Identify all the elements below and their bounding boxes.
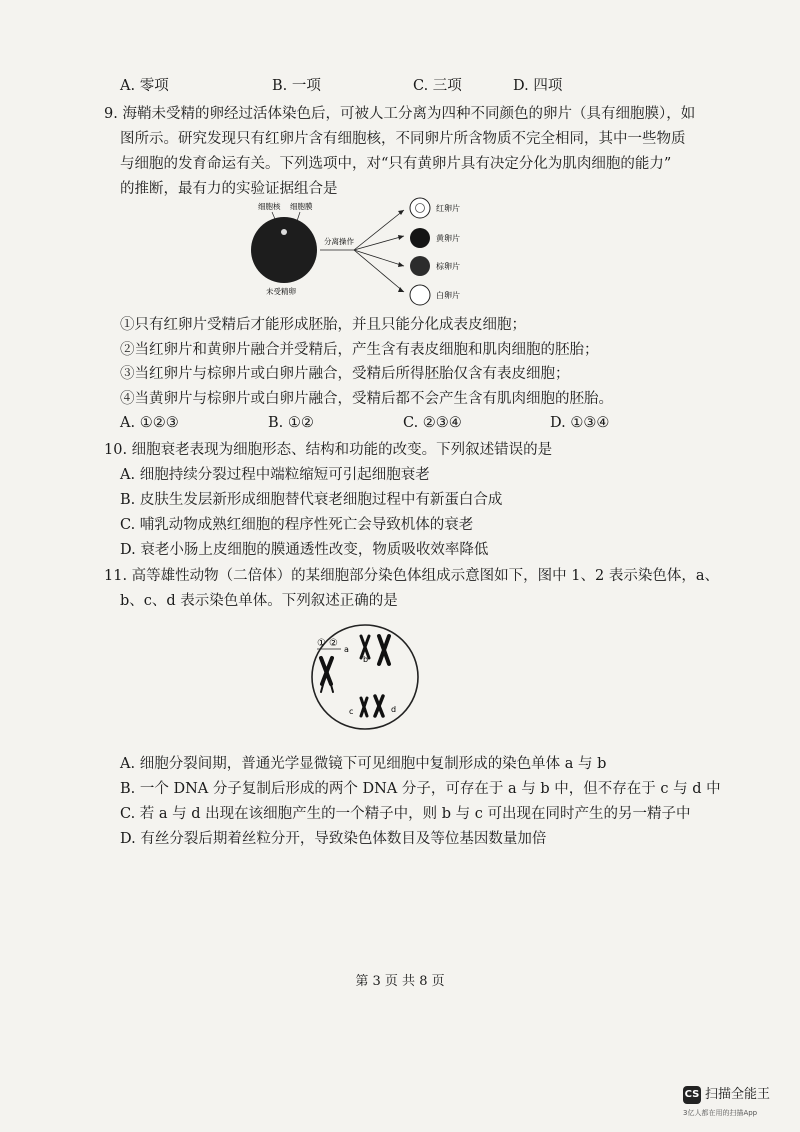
chromosome-2-label: ② (329, 638, 338, 649)
arrow-red (354, 210, 404, 250)
q8-option-b: B. 一项 (272, 78, 321, 94)
white-fragment-label: 白卵片 (436, 291, 460, 300)
scanner-watermark (683, 1086, 795, 1126)
arrow-white (354, 250, 404, 292)
q10-stem: 10. 细胞衰老表现为细胞形态、结构和功能的改变。下列叙述错误的是 (104, 442, 553, 458)
cs-logo-icon: CS (683, 1086, 701, 1104)
chromosome-pair-bottom (361, 696, 383, 716)
q9-statement-4: ④当黄卵片与棕卵片或白卵片融合，受精后都不会产生含有肌肉细胞的胚胎。 (120, 391, 613, 407)
q9-option-d: D. ①③④ (550, 415, 610, 431)
q9-stem-line-1: 9. 海鞘未受精的卵经过活体染色后，可被人工分离为四种不同颜色的卵片（具有细胞膜），如 (104, 106, 696, 122)
q9-option-a: A. ①②③ (120, 415, 179, 431)
q10-option-d: D. 衰老小肠上皮细胞的膜通透性改变，物质吸收效率降低 (120, 542, 489, 558)
cs-app-tagline: 3亿人都在用的扫描App (683, 1109, 758, 1117)
q11-chromosome-figure (305, 622, 425, 732)
unfertilized-egg (251, 217, 317, 283)
q11-stem-line-1: 11. 高等雄性动物（二倍体）的某细胞部分染色体组成示意图如下，图中 1、2 表示染色体，a、 (104, 568, 719, 584)
q11-option-c: C. 若 a 与 d 出现在该细胞产生的一个精子中，则 b 与 c 可出现在同时产生的另一精子中 (120, 806, 691, 822)
q9-egg-figure (240, 196, 480, 311)
q9-stem-line-2: 图所示。研究发现只有红卵片含有细胞核，不同卵片所含物质不完全相同，其中一些物质 (120, 131, 686, 147)
q11-option-d: D. 有丝分裂后期着丝粒分开，导致染色体数目及等位基因数量加倍 (120, 831, 547, 847)
q9-statement-1: ①只有红卵片受精后才能形成胚胎，并且只能分化成表皮细胞； (120, 317, 526, 333)
q10-option-c: C. 哺乳动物成熟红细胞的程序性死亡会导致机体的衰老 (120, 517, 474, 533)
red-fragment (410, 198, 430, 218)
q9-option-b: B. ①② (268, 415, 314, 431)
white-fragment (410, 285, 430, 305)
chromatid-a-label: a (344, 645, 349, 654)
q9-stem-line-4: 的推断，最有力的实验证据组合是 (120, 181, 338, 197)
nucleus-label: 细胞核 (258, 202, 281, 211)
q10-option-b: B. 皮肤生发层新形成细胞替代衰老细胞过程中有新蛋白合成 (120, 492, 503, 508)
q10-option-a: A. 细胞持续分裂过程中端粒缩短可引起细胞衰老 (120, 467, 430, 483)
q11-option-b: B. 一个 DNA 分子复制后形成的两个 DNA 分子，可存在于 a 与 b 中，但不存在于 c 与 d 中 (120, 781, 721, 797)
egg-label: 未受精卵 (266, 287, 296, 296)
q9-option-c: C. ②③④ (403, 415, 462, 431)
q11-stem-line-2: b、c、d 表示染色单体。下列叙述正确的是 (120, 593, 398, 609)
cs-app-name: 扫描全能王 (705, 1087, 771, 1102)
q8-option-a: A. 零项 (120, 78, 169, 94)
brown-fragment (410, 256, 430, 276)
egg-nucleus (281, 229, 287, 235)
q11-option-a: A. 细胞分裂间期，普通光学显微镜下可见细胞中复制形成的染色单体 a 与 b (120, 756, 607, 772)
yellow-fragment (410, 228, 430, 248)
chromosome-pair-left (321, 658, 333, 692)
q8-option-c: C. 三项 (413, 78, 462, 94)
q9-stem-line-3: 与细胞的发育命运有关。下列选项中，对“只有黄卵片具有决定分化为肌肉细胞的能力” (120, 156, 672, 172)
chromatid-d-label: d (391, 705, 397, 714)
chromosome-1-label: ① (317, 638, 326, 649)
brown-fragment-label: 棕卵片 (436, 262, 460, 271)
chromatid-c-label: c (349, 707, 354, 716)
red-fragment-label: 红卵片 (436, 204, 460, 213)
yellow-fragment-label: 黄卵片 (436, 234, 460, 243)
chromatid-b-label: b (363, 655, 369, 664)
operation-label: 分离操作 (324, 237, 354, 246)
q9-statement-2: ②当红卵片和黄卵片融合并受精后，产生含有表皮细胞和肌肉细胞的胚胎； (120, 342, 599, 358)
membrane-label: 细胞膜 (290, 202, 313, 211)
arrow-yellow (354, 236, 404, 250)
arrow-brown (354, 250, 404, 266)
page-footer: 第 3 页 共 8 页 (355, 974, 445, 989)
q9-statement-3: ③当红卵片与棕卵片或白卵片融合，受精后所得胚胎仅含有表皮细胞； (120, 366, 570, 382)
q8-option-d: D. 四项 (513, 78, 563, 94)
